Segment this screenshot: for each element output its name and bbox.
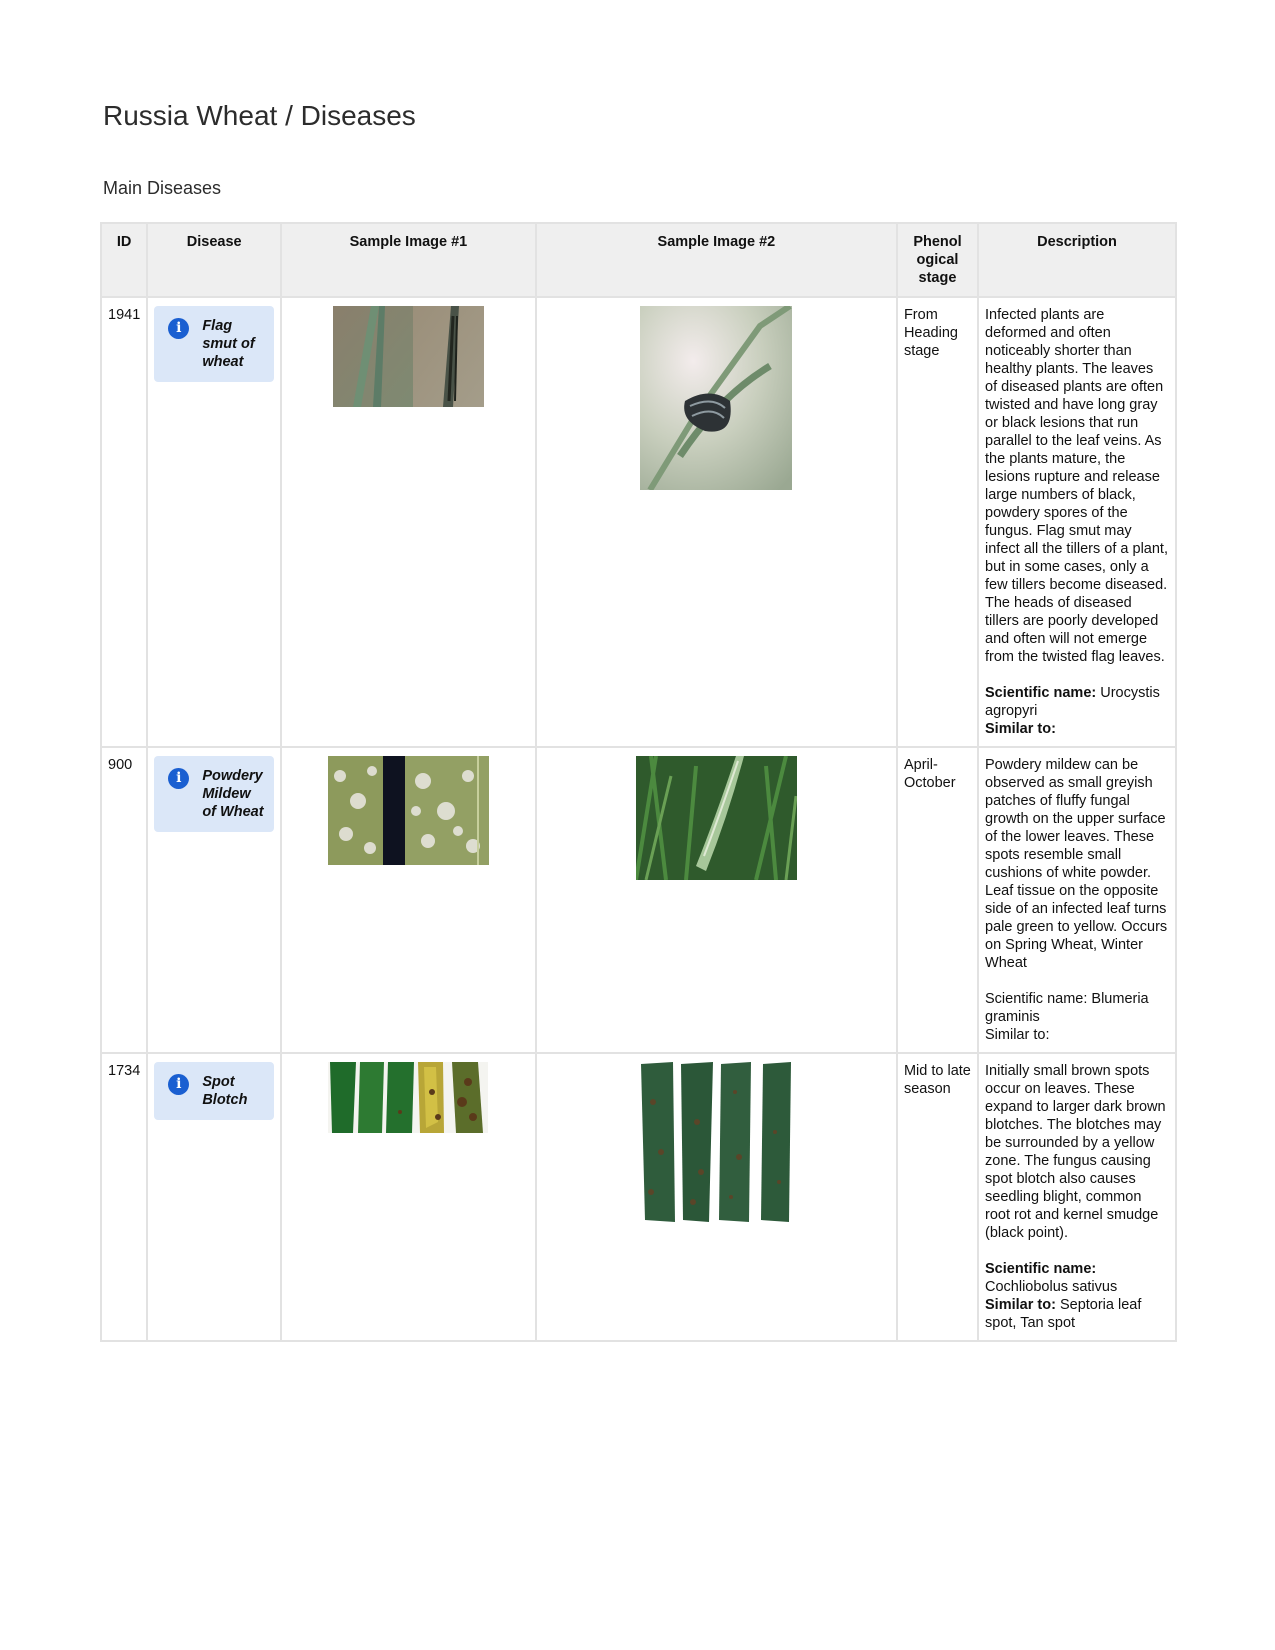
sample-image-1-cell <box>281 1053 536 1341</box>
stage-cell: Mid to late season <box>897 1053 978 1341</box>
scientific-name-value: Urocystis agropyri <box>985 685 1160 719</box>
row-id: 900 <box>101 747 147 1053</box>
similar-to <box>985 1296 1169 1332</box>
header-row <box>101 223 1176 297</box>
description-cell <box>978 1053 1176 1341</box>
row-id: 1734 <box>101 1053 147 1341</box>
disease-cell <box>147 1053 281 1341</box>
sample-image-1-cell <box>281 297 536 747</box>
scientific-name-value: Cochliobolus sativus <box>985 1279 1118 1295</box>
scientific-name <box>985 684 1169 720</box>
header-sample-image-1: Sample Image #1 <box>281 223 536 297</box>
stage-cell: From Heading stage <box>897 297 978 747</box>
description-text: Initially small brown spots occur on leaves. These expand to larger dark brown blotches. The blotches may be surrounded by a yellow zone. The fungus causing spot blotch also causes seedling blight, common root rot and kernel smudge (black point). <box>985 1063 1166 1241</box>
flag-smut-sample-image-2 <box>640 306 792 490</box>
powdery-mildew-sample-image-2 <box>636 756 797 880</box>
row-id: 1941 <box>101 297 147 747</box>
description-text: Powdery mildew can be observed as small greyish patches of fluffy fungal growth on the upper surface of the lower leaves. These spots resemble small cushions of white powder. Leaf tissue on the opposite side of an infected leaf turns pale green to yellow. Occurs on Spring Wheat, Winter Wheat <box>985 757 1168 971</box>
disease-name: Powdery Mildew of Wheat <box>202 768 264 820</box>
scientific-name-value: Blumeria graminis <box>985 991 1149 1025</box>
powdery-mildew-sample-image-1 <box>328 756 489 865</box>
table-row <box>101 297 1176 747</box>
info-icon: i <box>168 768 189 789</box>
description-cell <box>978 747 1176 1053</box>
table-row <box>101 1053 1176 1341</box>
sample-image-2-cell <box>536 1053 897 1341</box>
similar-to-label: Similar to: <box>985 1027 1050 1043</box>
disease-link[interactable] <box>154 756 274 832</box>
similar-to-value: Septoria leaf spot, Tan spot <box>985 1297 1142 1331</box>
scientific-name-label: Scientific name: <box>985 1261 1097 1277</box>
stage-cell: April-October <box>897 747 978 1053</box>
header-sample-image-2: Sample Image #2 <box>536 223 897 297</box>
info-icon: i <box>168 318 189 339</box>
disease-link[interactable] <box>154 1062 274 1120</box>
table-row <box>101 747 1176 1053</box>
description-text: Infected plants are deformed and often noticeably shorter than healthy plants. The leaves of diseased plants are often twisted and have long gray or black lesions that run parallel to the leaf veins. As the plants mature, the lesions rupture and release large numbers of black, powdery spores of the fungus. Flag smut may infect all the tillers of a plant, but in some cases, only a few tillers become diseased. The heads of diseased tillers are poorly developed and often will not emerge from the twisted flag leaves. <box>985 307 1168 665</box>
disease-cell <box>147 297 281 747</box>
scientific-name <box>985 990 1169 1026</box>
sample-image-2-cell <box>536 297 897 747</box>
diseases-table <box>100 222 1177 1342</box>
header-description: Description <box>978 223 1176 297</box>
header-id: ID <box>101 223 147 297</box>
similar-to <box>985 720 1169 738</box>
sample-image-2-cell <box>536 747 897 1053</box>
disease-name: Spot Blotch <box>202 1074 248 1108</box>
page-title: Russia Wheat / Diseases <box>103 100 416 131</box>
flag-smut-sample-image-1 <box>333 306 484 407</box>
header-disease: Disease <box>147 223 281 297</box>
spot-blotch-sample-image-1 <box>328 1062 488 1133</box>
similar-to-label: Similar to: <box>985 1297 1056 1313</box>
scientific-name-label: Scientific name: <box>985 685 1097 701</box>
scientific-name-label: Scientific name: <box>985 991 1088 1007</box>
similar-to-label: Similar to: <box>985 721 1056 737</box>
sample-image-1-cell <box>281 747 536 1053</box>
disease-name: Flag smut of wheat <box>202 318 255 370</box>
similar-to <box>985 1026 1169 1044</box>
spot-blotch-sample-image-2 <box>639 1062 793 1222</box>
description-cell <box>978 297 1176 747</box>
scientific-name <box>985 1260 1169 1296</box>
disease-cell <box>147 747 281 1053</box>
disease-link[interactable] <box>154 306 274 382</box>
header-phenological-stage: Phenol ogical stage <box>897 223 978 297</box>
section-title: Main Diseases <box>103 178 222 198</box>
info-icon: i <box>168 1074 189 1095</box>
